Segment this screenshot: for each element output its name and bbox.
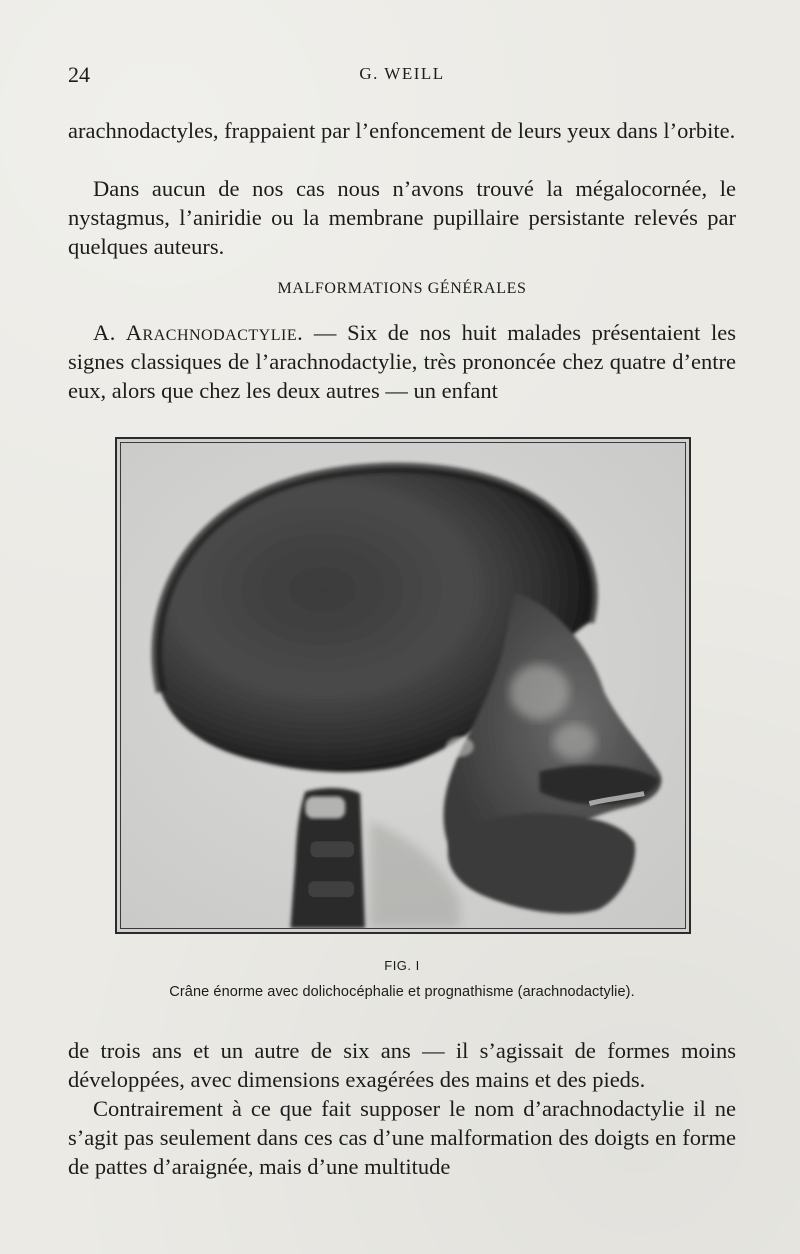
- page-number: 24: [68, 62, 90, 87]
- skull-xray-illustration: [121, 443, 685, 928]
- page-header: [68, 62, 736, 90]
- paragraph-arachnodactylie-text: — Six de nos huit malades présentaient les signes classiques de l’arachnodactylie, très prononcée chez quatre d’entre eux, alors que chez les deux autres — un enfant: [68, 320, 737, 403]
- subsection-title: A. Arachnodactylie.: [93, 320, 304, 345]
- xray-image: [120, 442, 686, 929]
- figure-label: FIG. I: [384, 958, 420, 973]
- running-head: G. WEILL: [359, 64, 445, 83]
- paragraph-arachnodactylie: [68, 318, 736, 405]
- figure-frame: [115, 437, 691, 934]
- paragraph-continuation: arachnodactyles, frappaient par l’enfoncement de leurs yeux dans l’orbite.: [68, 118, 736, 143]
- paragraph-contrairement: Contrairement à ce que fait supposer le nom d’arachnodactylie il ne s’agit pas seulement dans ces cas d’une malformation des doigts en forme de pattes d’araignée, mais d’une multitude: [68, 1096, 736, 1179]
- figure-caption: Crâne énorme avec dolichocéphalie et prognathisme (arachnodactylie).: [169, 984, 635, 1000]
- section-heading: MALFORMATIONS GÉNÉRALES: [277, 280, 527, 297]
- paragraph-megalocornee: Dans aucun de nos cas nous n’avons trouvé la mégalocornée, le nystagmus, l’aniridie ou la membrane pupillaire persistante relevés par quelques auteurs.: [68, 176, 736, 259]
- paragraph-formes-moins-developpees: de trois ans et un autre de six ans — il s’agissait de formes moins développées, avec dimensions exagérées des mains et des pieds.: [68, 1038, 736, 1092]
